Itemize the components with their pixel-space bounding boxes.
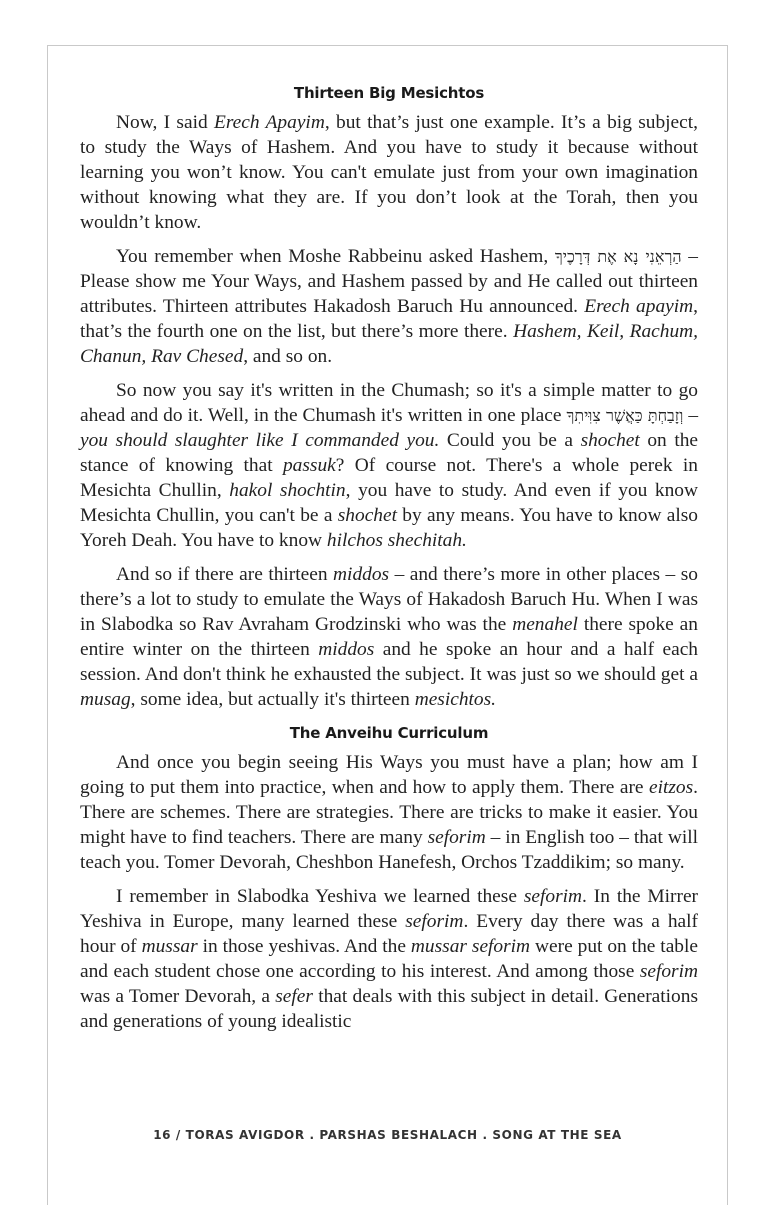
hebrew-quote: וְזָבַחְתָּ כַּאֲשֶׁר צִוִּיתִךָ [566,406,684,425]
paragraph-slabodka-yeshiva: I remember in Slabodka Yeshiva we learned these seforim. In the Mirrer Yeshiva in Europe, many learned these seforim. Every day there was a half hour of mussar in those yeshivas. And the mussar seforim were put on the table and each student chose one according to his interest. And among those seforim was a Tomer Devorah, a sefer that deals with this subject in detail. Generations and generations of young idealistic [80,886,699,1032]
paragraph-plan: And once you begin seeing His Ways you must have a plan; how am I going to put them into practice, when and how to apply them. There are eitzos. There are schemes. There are strategies. There are tricks to make it easier. You might have to find teachers. There are many seforim – in English too – that will teach you. Tomer Devorah, Cheshbon Hanefesh, Orchos Tzaddikim; so many. [80,752,698,873]
paragraph-chumash: So now you say it's written in the Chumash; so it's a simple matter to go ahead and do it. Well, in the Chumash it's written in one place וְזָבַחְתָּ כַּאֲשֶׁר צִוִּיתִךָ – you should slaughter like I commanded you. Could you be a shochet on the stance of knowing that passuk? Of course not. There's a whole perek in Mesichta Chullin, hakol shochtin, you have to study. And even if you know Mesichta Chullin, you can't be a shochet by any means. You have to know also Yoreh Deah. You have to know hilchos shechitah. [80,380,699,551]
section-heading-anveihu-curriculum: The Anveihu Curriculum [289,724,489,742]
paragraph-thirteen-middos: And so if there are thirteen middos – and there’s more in other places – so there’s a lot to study to emulate the Ways of Hakadosh Baruch Hu. When I was in Slabodka so Rav Avraham Grodzinski who was the menahel there spoke an entire winter on the thirteen middos and he spoke an hour and a half each session. And don't think he exhausted the subject. It was just so we should get a musag, some idea, but actually it's thirteen mesichtos. [80,564,699,710]
section-heading-thirteen-big-mesichtos: Thirteen Big Mesichtos [293,84,485,102]
paragraph-erech-apayim: Now, I said Erech Apayim, but that’s just one example. It’s a big subject, to study the Ways of Hashem. And you have to study it because without learning you won’t know. You can't emulate just from your own imagination without knowing what they are. If you don’t look at the Torah, then you wouldn’t know. [80,112,699,233]
page-content [80,84,698,1034]
paragraph-moshe-rabbeinu: You remember when Moshe Rabbeinu asked Hashem, הַרְאֵנִי נָא אֶת דְּרָכֶיךָ – Please show me Your Ways, and Hashem passed by and He called out thirteen attributes. Thirteen attributes Hakadosh Baruch Hu announced. Erech apayim, that’s the fourth one on the list, but there’s more there. Hashem, Keil, Rachum, Chanun, Rav Chesed, and so on. [80,246,698,367]
hebrew-quote: הַרְאֵנִי נָא אֶת דְּרָכֶיךָ [554,247,682,266]
page-footer: 16 / TORAS AVIGDOR . PARSHAS BESHALACH . SONG AT THE SEA [153,1128,622,1142]
book-page [47,45,728,1205]
